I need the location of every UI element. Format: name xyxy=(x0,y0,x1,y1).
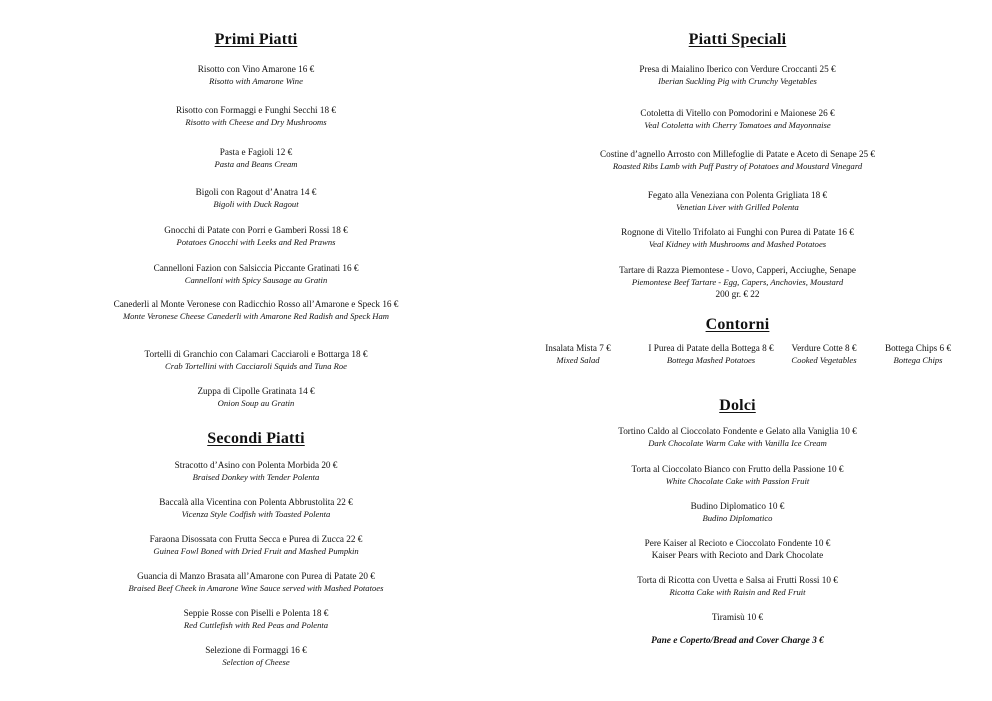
item-italian: Baccalà alla Vicentina con Polenta Abbrustolita 22 € xyxy=(159,497,353,507)
menu-item xyxy=(540,226,935,250)
item-italian: Tartare di Razza Piemontese - Uovo, Capperi, Acciughe, Senape xyxy=(619,265,856,275)
menu-item xyxy=(96,570,416,594)
contorni-item xyxy=(786,342,862,366)
contorni-title: Contorni xyxy=(705,316,770,333)
item-english: Pasta and Beans Cream xyxy=(214,159,298,169)
menu-item xyxy=(540,574,935,598)
menu-item xyxy=(540,425,935,449)
item-english: Monte Veronese Cheese Canederli with Amarone Red Radish and Speck Ham xyxy=(122,311,390,321)
item-italian: Tiramisù 10 € xyxy=(711,612,764,622)
item-english: Braised Donkey with Tender Polenta xyxy=(192,472,320,482)
item-italian: Stracotto d’Asino con Polenta Morbida 20 € xyxy=(174,460,338,470)
item-italian: Selezione di Formaggi 16 € xyxy=(205,645,307,655)
item-english: Potatoes Gnocchi with Leeks and Red Prawns xyxy=(176,237,336,247)
item-english: Risotto with Amarone Wine xyxy=(209,76,303,86)
item-italian: Presa di Maialino Iberico con Verdure Croccanti 25 € xyxy=(639,64,836,74)
menu-item xyxy=(540,189,935,213)
item-italian: Guancia di Manzo Brasata all’Amarone con Purea di Patate 20 € xyxy=(137,571,375,581)
item-english: Piemontese Beef Tartare - Egg, Capers, Anchovies, Moustard xyxy=(631,277,844,287)
cover-charge-note: Pane e Coperto/Bread and Cover Charge 3 € xyxy=(651,636,824,646)
item-italian: Fegato alla Veneziana con Polenta Grigliata 18 € xyxy=(647,190,828,200)
dolci-title: Dolci xyxy=(719,397,756,414)
menu-item xyxy=(96,262,416,286)
item-english: Onion Soup au Gratin xyxy=(217,398,295,408)
menu-item xyxy=(540,500,935,524)
item-italian: Budino Diplomatico 10 € xyxy=(690,501,785,511)
menu-item xyxy=(96,607,416,631)
item-english: Mixed Salad xyxy=(556,355,600,365)
menu-item xyxy=(540,264,935,300)
item-english: White Chocolate Cake with Passion Fruit xyxy=(665,476,810,486)
item-english: Kaiser Pears with Recioto and Dark Chocolate xyxy=(651,550,824,560)
contorni-item xyxy=(636,342,786,366)
menu-item xyxy=(96,298,416,322)
menu-item xyxy=(96,146,416,170)
item-italian: I Purea di Patate della Bottega 8 € xyxy=(648,343,774,353)
item-english: Bottega Mashed Potatoes xyxy=(666,355,756,365)
item-english: Veal Cotoletta with Cherry Tomatoes and Mayonnaise xyxy=(644,120,831,130)
item-italian: Bottega Chips 6 € xyxy=(884,343,952,353)
menu-item xyxy=(540,463,935,487)
item-italian: Gnocchi di Patate con Porri e Gamberi Rossi 18 € xyxy=(164,225,348,235)
item-english: Crab Tortellini with Cacciaroli Squids and Tuna Roe xyxy=(165,361,347,371)
item-english: Cannelloni with Spicy Sausage au Gratin xyxy=(184,275,328,285)
item-italian: Insalata Mista 7 € xyxy=(545,343,611,353)
item-italian: Pasta e Fagioli 12 € xyxy=(219,147,293,157)
item-italian: Torta di Ricotta con Uvetta e Salsa ai Frutti Rossi 10 € xyxy=(637,575,838,585)
item-italian: Canederli al Monte Veronese con Radicchio Rosso all’Amarone e Speck 16 € xyxy=(113,299,399,309)
menu-item xyxy=(96,533,416,557)
item-english: Dark Chocolate Warm Cake with Vanilla Ice Cream xyxy=(648,438,827,448)
menu-item xyxy=(540,107,935,131)
menu-item xyxy=(96,348,416,372)
item-english: Vicenza Style Codfish with Toasted Polenta xyxy=(181,509,331,519)
item-italian: Seppie Rosse con Piselli e Polenta 18 € xyxy=(183,608,329,618)
item-italian: Tortino Caldo al Cioccolato Fondente e Gelato alla Vaniglia 10 € xyxy=(618,426,857,436)
item-english: Budino Diplomatico xyxy=(702,513,773,523)
item-english: Bottega Chips xyxy=(893,355,943,365)
item-english: Venetian Liver with Grilled Polenta xyxy=(676,202,799,212)
primi-title: Primi Piatti xyxy=(214,31,298,48)
item-english: Roasted Ribs Lamb with Puff Pastry of Potatoes and Moustard Vinegard xyxy=(612,161,863,171)
menu-item xyxy=(96,186,416,210)
item-english: Braised Beef Cheek in Amarone Wine Sauce served with Mashed Potatoes xyxy=(128,583,384,593)
item-italian: Cotoletta di Vitello con Pomodorini e Maionese 26 € xyxy=(640,108,835,118)
menu-item xyxy=(96,224,416,248)
item-english: Risotto with Cheese and Dry Mushrooms xyxy=(185,117,327,127)
item-italian: Faraona Disossata con Frutta Secca e Purea di Zucca 22 € xyxy=(149,534,363,544)
item-english: Veal Kidney with Mushrooms and Mashed Potatoes xyxy=(648,239,827,249)
menu-item xyxy=(96,385,416,409)
item-price: 200 gr. € 22 xyxy=(715,289,760,299)
menu-item xyxy=(96,459,416,483)
contorni-item xyxy=(540,342,616,366)
item-italian: Zuppa di Cipolle Gratinata 14 € xyxy=(197,386,315,396)
item-italian: Tortelli di Granchio con Calamari Cacciaroli e Bottarga 18 € xyxy=(144,349,368,359)
item-english: Bigoli with Duck Ragout xyxy=(213,199,299,209)
item-italian: Rognone di Vitello Trifolato ai Funghi con Purea di Patate 16 € xyxy=(621,227,854,237)
menu-item xyxy=(540,63,935,87)
secondi-title: Secondi Piatti xyxy=(207,430,305,447)
item-english: Red Cuttlefish with Red Peas and Polenta xyxy=(183,620,329,630)
item-italian: Risotto con Vino Amarone 16 € xyxy=(197,64,315,74)
menu-item xyxy=(96,104,416,128)
item-italian: Cannelloni Fazion con Salsiccia Piccante Gratinati 16 € xyxy=(153,263,359,273)
item-italian: Torta al Cioccolato Bianco con Frutto della Passione 10 € xyxy=(631,464,844,474)
menu-item xyxy=(96,63,416,87)
menu-item xyxy=(540,537,935,561)
contorni-item xyxy=(880,342,956,366)
item-italian: Costine d’agnello Arrosto con Millefoglie di Patate e Aceto di Senape 25 € xyxy=(599,149,876,159)
item-italian: Bigoli con Ragout d’Anatra 14 € xyxy=(195,187,317,197)
speciali-title: Piatti Speciali xyxy=(688,31,787,48)
menu-item xyxy=(96,644,416,668)
item-english: Cooked Vegetables xyxy=(791,355,857,365)
menu-item xyxy=(540,148,935,172)
menu-item xyxy=(540,611,935,623)
contorni-row xyxy=(540,342,960,372)
item-english: Selection of Cheese xyxy=(222,657,290,667)
item-italian: Verdure Cotte 8 € xyxy=(791,343,857,353)
item-english: Iberian Suckling Pig with Crunchy Vegetables xyxy=(658,76,817,86)
menu-item xyxy=(96,496,416,520)
item-italian: Pere Kaiser al Recioto e Cioccolato Fondente 10 € xyxy=(644,538,831,548)
item-english: Guinea Fowl Boned with Dried Fruit and Mashed Pumpkin xyxy=(153,546,359,556)
item-italian: Risotto con Formaggi e Funghi Secchi 18 € xyxy=(175,105,336,115)
item-english: Ricotta Cake with Raisin and Red Fruit xyxy=(669,587,806,597)
